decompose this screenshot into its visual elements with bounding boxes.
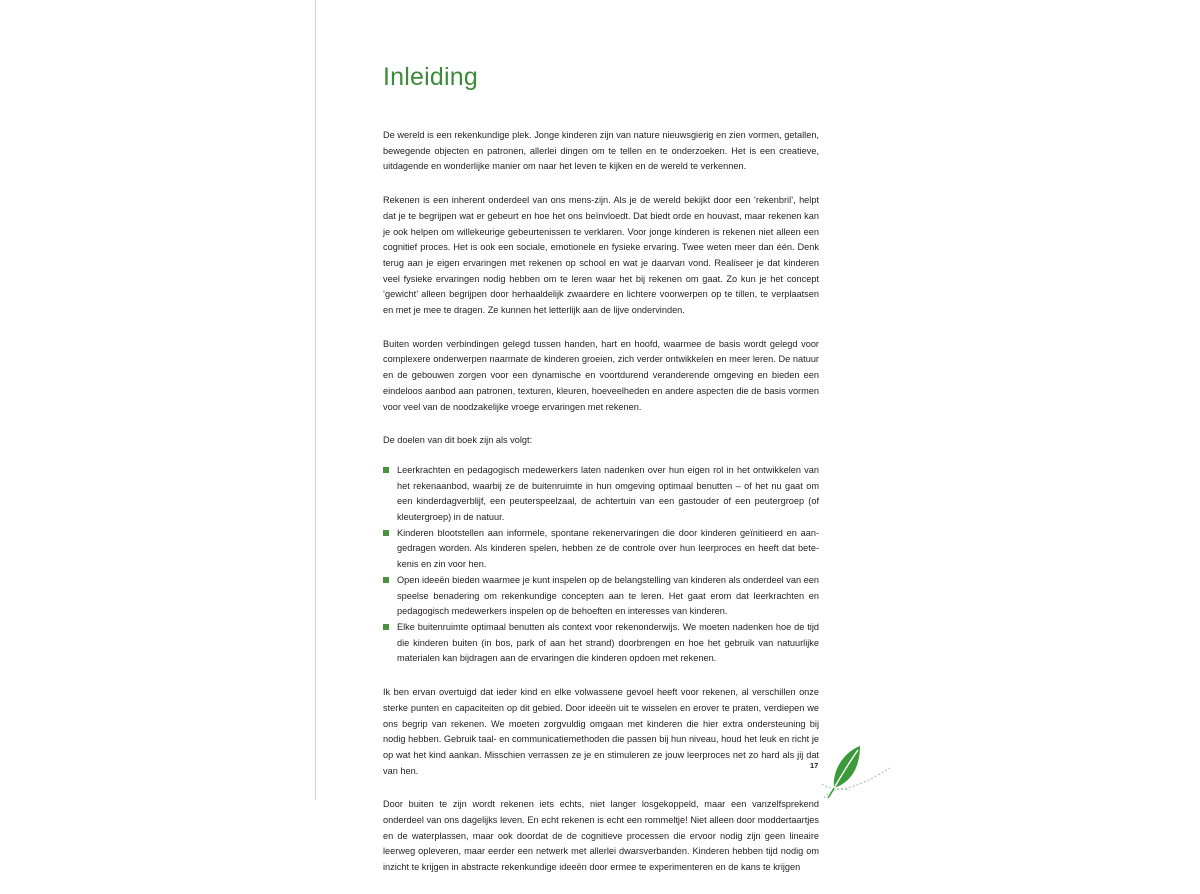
book-spine-line: [315, 0, 316, 800]
list-item-text: Open ideeën bieden waarmee je kunt inspelen op de belangstelling van kinderen als onderdeel van een speelse benadering om rekenkundige concepten aan te leren. Het gaat erom dat leerkrachten en pedagogisch medewerkers inspelen op de behoeften en interesses van kinderen.: [397, 574, 819, 617]
leaf-icon: [820, 738, 900, 800]
goals-list: [383, 463, 819, 667]
square-bullet-icon: [383, 577, 389, 583]
list-item: [383, 463, 819, 526]
square-bullet-icon: [383, 530, 389, 536]
list-item-text: Leerkrachten en pedagogisch medewerkers laten nadenken over hun eigen rol in het ontwikkelen van het rekenaanbod, waarbij ze de buitenruimte in hun omgeving optimaal benutten – of het nu gaat om een kinderdagverblijf, een peuterspeelzaal, de achtertuin van een gastouder of een peutergroep (of kleutergroep) in de natuur.: [397, 464, 819, 523]
paragraph: Rekenen is een inherent onderdeel van ons mens-zijn. Als je de wereld bekijkt door een ‘rekenbril’, helpt dat je te begrijpen wat er gebeurt en hoe het ons beïnvloedt. Dat biedt orde en houvast, maar rekenen kan je ook helpen om willekeurige gebeurtenissen te verklaren. Voor jonge kinderen is rekenen niet alleen een cognitief proces. Het is ook een sociale, emotionele en fysieke ervaring. Twee weten meer dan één. Denk terug aan je eigen ervaringen met rekenen op school en wat je daarvan vond. Realiseer je dat kinderen veel fysieke ervaringen nodig hebben om te leren waar het bij rekenen om gaat. Zo kun je het concept ‘gewicht’ alleen begrijpen door herhaaldelijk zwaardere en lichtere voorwerpen op te tillen, te verplaatsen en met je mee te dragen. Ze kunnen het letterlijk aan de lijve ondervinden.: [383, 195, 819, 316]
paragraph: Door buiten te zijn wordt rekenen iets echts, niet langer losgekoppeld, maar een vanzelfsprekend onderdeel van ons dagelijks leven. En echt rekenen is echt een rommeltje! Niet alleen door moddertaartjes en de waterplassen, maar ook doordat de de cognitieve processen die ervoor nodig zijn geen lineaire leerweg opleveren, maar eerder een netwerk met allerlei dwarsverbanden. Kinderen hebben tijd nodig om inzicht te krijgen in abstracte rekenkundige ideeën door ermee te experimenteren en de kans te krijgen: [383, 799, 819, 873]
body-text: [383, 128, 819, 876]
goals-intro: De doelen van dit boek zijn als volgt:: [383, 435, 533, 446]
paragraph: Ik ben ervan overtuigd dat ieder kind en elke volwassene gevoel heeft voor rekenen, al verschillen onze sterke punten en capaciteiten op dit gebied. Door ideeën uit te wisselen en erover te praten, verdiepen we ons begrip van rekenen. We moeten zorgvuldig omgaan met kinderen die hier extra ondersteuning bij nodig hebben. Gebruik taal- en communicatiemethoden die passen bij hun niveau, houd het leuk en richt je op wat het kind aankan. Misschien verrassen ze je en stimuleren ze jouw leerproces net zo hard als jij dat van hen.: [383, 687, 819, 776]
list-item: [383, 620, 819, 667]
list-item: [383, 573, 819, 620]
page-content: [383, 60, 819, 894]
paragraph: De wereld is een rekenkundige plek. Jonge kinderen zijn van nature nieuwsgierig en zien vormen, getallen, bewegende objecten en patronen, allerlei dingen om te tellen en te onderzoeken. Het is een creatieve, uitdagende en wonderlijke manier om naar het leven te kijken en de wereld te verkennen.: [383, 130, 819, 172]
list-item-text: Kinderen blootstellen aan informele, spontane rekenervaringen die door kinderen geïnitieerd en aangedragen worden. Als kinderen spelen, hebben ze de controle over hun leerproces en heeft dat betekenis en zin voor hen.: [397, 527, 819, 570]
list-item: [383, 526, 819, 573]
paragraph: Buiten worden verbindingen gelegd tussen handen, hart en hoofd, waarmee de basis wordt gelegd voor complexere onderwerpen naarmate de kinderen groeien, zich verder ontwikkelen en meer leren. De natuur en de gebouwen zorgen voor een dynamische en voortdurend veranderende omgeving en bieden een eindeloos aanbod aan patronen, texturen, kleuren, hoeveelheden en andere aspecten die de basis vormen voor veel van de noodzakelijke vroege ervaringen met rekenen.: [383, 338, 819, 412]
page-number: 17: [810, 761, 819, 770]
square-bullet-icon: [383, 624, 389, 630]
square-bullet-icon: [383, 467, 389, 473]
list-item-text: Elke buitenruimte optimaal benutten als context voor rekenonderwijs. We moeten nadenken hoe de tijd die kinderen buiten (in bos, park of aan het strand) doorbrengen en hoe het gebruik van natuurlijke materialen kan bijdragen aan de ervaringen die kinderen opdoen met rekenen.: [397, 621, 819, 664]
page-title: Inleiding: [383, 63, 478, 91]
